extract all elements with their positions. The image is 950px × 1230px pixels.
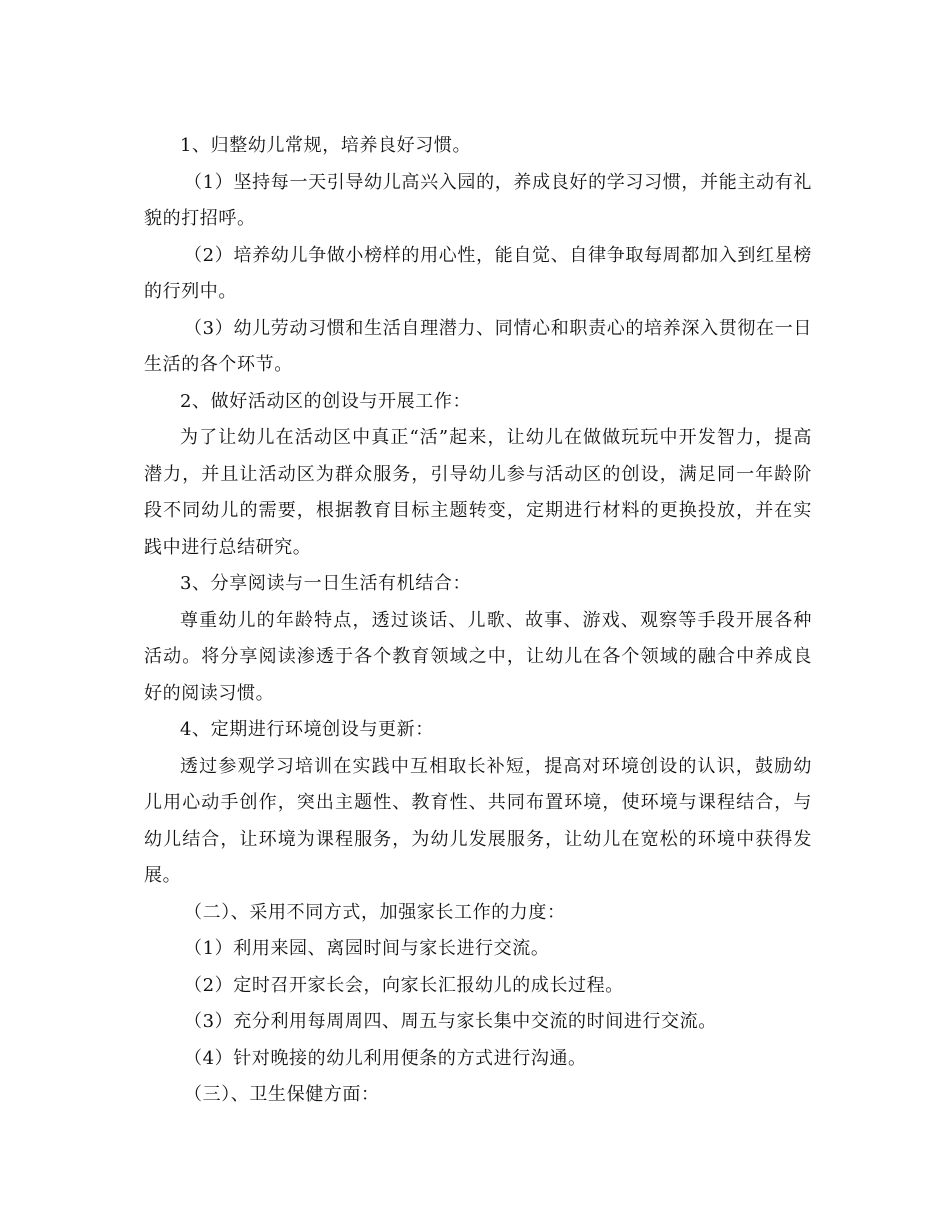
section-heading-4: 4、定期进行环境创设与更新： xyxy=(180,719,434,740)
section-heading-2: 2、做好活动区的创设与开展工作： xyxy=(180,390,472,412)
paragraph-item-2: （2）培养幼儿争做小榜样的用心性，能自觉、自律争取每周都加入到红星榜的行列中。 xyxy=(144,244,812,302)
document-body xyxy=(144,128,812,1114)
section-heading-1: 1、归整幼儿常规，培养良好习惯。 xyxy=(180,135,472,156)
section-heading-parents: （二）、采用不同方式，加强家长工作的力度： xyxy=(184,901,566,923)
paragraph-item-1: （1）坚持每一天引导幼儿高兴入园的，养成良好的学习习惯，并能主动有礼貌的打招呼。 xyxy=(144,171,812,229)
parent-item-3: （3）充分利用每周周四、周五与家长集中交流的时间进行交流。 xyxy=(184,1011,717,1032)
section-heading-3: 3、分享阅读与一日生活有机结合： xyxy=(180,573,472,594)
parent-item-2: （2）定时召开家长会，向家长汇报幼儿的成长过程。 xyxy=(184,974,624,996)
paragraph-shared-reading: 尊重幼儿的年龄特点，透过谈话、儿歌、故事、游戏、观察等手段开展各种活动。将分享阅读渗透于各个教育领域之中，让幼儿在各个领域的融合中养成良好的阅读习惯。 xyxy=(144,609,812,704)
parent-item-1: （1）利用来园、离园时间与家长进行交流。 xyxy=(184,938,550,959)
paragraph-activity-area: 为了让幼儿在活动区中真正“活”起来，让幼儿在做做玩玩中开发智力，提高潜力，并且让活动区为群众服务，引导幼儿参与活动区的创设，满足同一年龄阶段不同幼儿的需要，根据教育目标主题转变，定期进行材料的更换投放，并在实践中进行总结研究。 xyxy=(144,427,812,558)
parent-item-4: （4）针对晚接的幼儿利用便条的方式进行沟通。 xyxy=(184,1047,587,1069)
section-heading-health: （三）、卫生保健方面： xyxy=(184,1084,380,1105)
paragraph-environment: 透过参观学习培训在实践中互相取长补短，提高对环境创设的认识，鼓励幼儿用心动手创作，突出主题性、教育性、共同布置环境，使环境与课程结合，与幼儿结合，让环境为课程服务，为幼儿发展服务，让幼儿在宽松的环境中获得发展。 xyxy=(144,755,812,886)
paragraph-item-3: （3）幼儿劳动习惯和生活自理潜力、同情心和职责心的培养深入贯彻在一日生活的各个环节。 xyxy=(144,317,812,375)
